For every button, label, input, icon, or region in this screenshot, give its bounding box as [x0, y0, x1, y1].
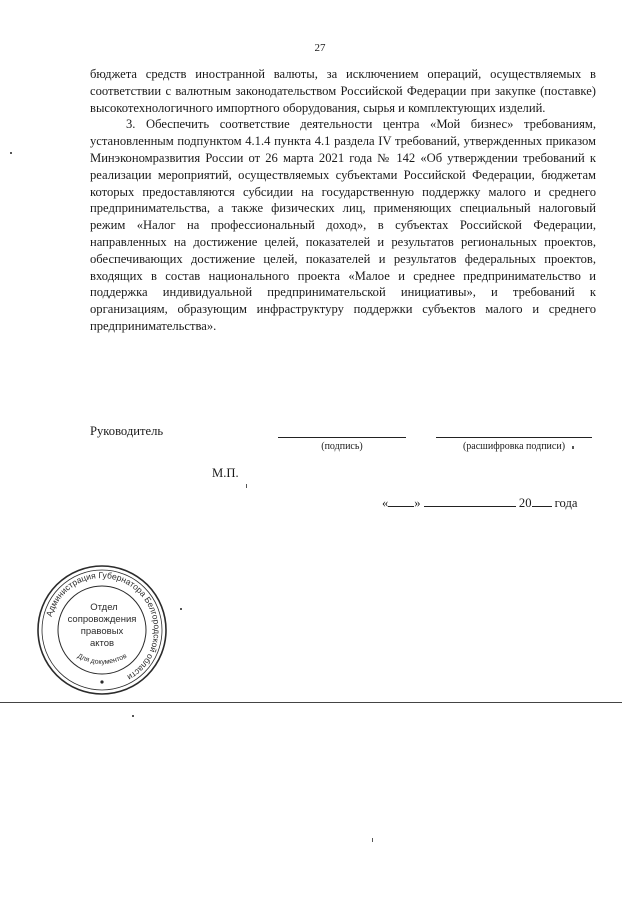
stamp-bottom-text: Для документов — [76, 652, 128, 667]
month-blank — [424, 494, 516, 507]
scan-speck — [180, 608, 182, 610]
date-line — [382, 494, 577, 511]
year-word: года — [554, 496, 578, 510]
stamp-line-4: актов — [89, 638, 115, 649]
stamp — [32, 560, 172, 700]
signature-line — [278, 437, 406, 438]
stamp-line-3: правовых — [80, 626, 124, 637]
day-blank — [388, 494, 414, 507]
paragraph-item-3: 3. Обеспечить соответствие деятельности центра «Мой бизнес» требованиям, установленным подпунктом 4.1.4 пункта 4.1 раздела IV требований, утвержденных приказом Минэкономразвития России от 26 марта 2021 года № 142 «Об утверждении требований к реализации мероприятий, осуществляемых субъектами Российской Федерации, бюджетам которых предоставляются субсидии на государственную поддержку малого и среднего предпринимательства, а также физических лиц, применяющих специальный налоговый режим «Налог на профессиональный доход», в субъектах Российской Федерации, направленных на достижение целей, показателей и результатов региональных проектов, обеспечивающих достижение целей, показателей и результатов федеральных проектов, входящих в состав национального проекта «Малое и среднее предпринимательство и поддержка индивидуальной предпринимательской инициативы», и требований к организациям, образующим инфраструктуру поддержки субъектов малого и среднего предпринимательства». — [90, 117, 596, 333]
signatory-label: Руководитель — [90, 424, 164, 438]
scan-speck — [372, 838, 373, 842]
scan-speck — [132, 715, 134, 717]
stamp-ring-text: Администрация Губернатора Белгородской области — [43, 569, 163, 683]
document-body — [90, 66, 596, 335]
page-bottom-rule — [0, 702, 622, 703]
decoding-line — [436, 437, 592, 438]
date-close-quote: » — [414, 496, 421, 510]
scan-speck — [10, 152, 12, 154]
decoding-caption: (расшифровка подписи) — [462, 441, 566, 452]
stamp-line-1: Отдел — [90, 602, 118, 613]
scan-speck — [572, 446, 574, 449]
year-blank — [532, 494, 552, 507]
scan-speck — [246, 484, 247, 488]
seal-place-label: М.П. — [212, 466, 239, 480]
year-prefix: 20 — [518, 496, 532, 510]
paragraph-continuation: бюджета средств иностранной валюты, за исключением операций, осуществляемых в соответствии с валютным законодательством Российской Федерации при закупке (поставке) высокотехнологичного импортного оборудования, сырья и комплектующих изделий. — [90, 67, 596, 115]
page-number: 27 — [314, 42, 326, 54]
stamp-line-2: сопровождения — [67, 614, 137, 625]
date-open-quote: « — [382, 496, 389, 510]
signature-caption: (подпись) — [321, 441, 363, 452]
